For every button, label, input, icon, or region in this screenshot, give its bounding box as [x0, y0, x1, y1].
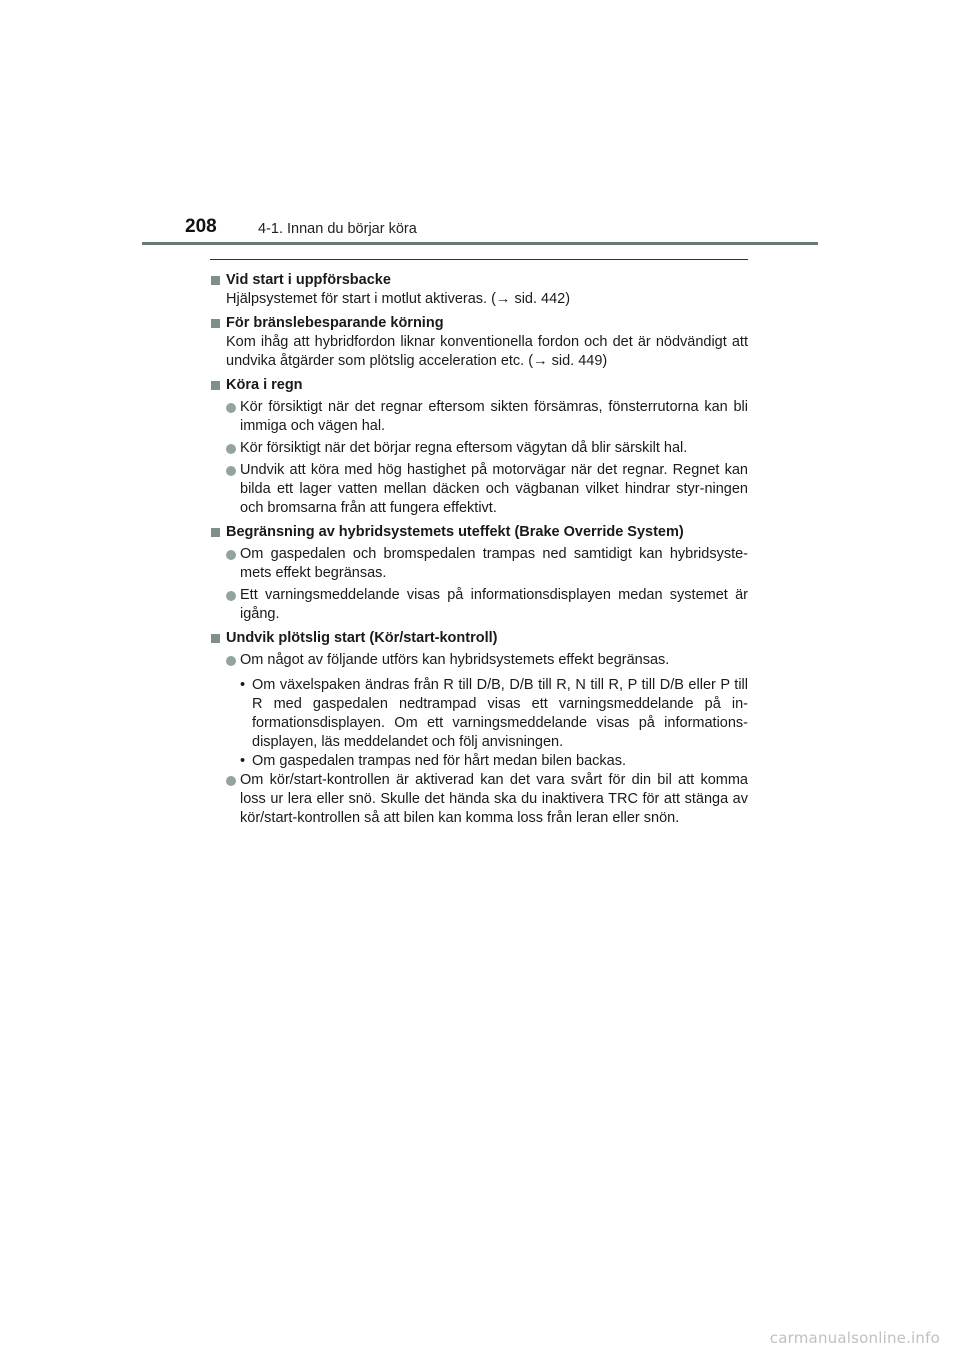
sub-list-item-text: Om gaspedalen trampas ned för hårt medan bilen backas.: [252, 753, 626, 769]
square-bullet-icon: [211, 528, 220, 537]
section-text: Hjälpsystemet för start i motlut aktiveras. (→ sid. 442): [226, 291, 571, 307]
circle-bullet-icon: [226, 444, 236, 454]
list-item: [210, 439, 748, 458]
section-heading: [210, 523, 748, 542]
list-item: [210, 771, 748, 828]
header-rule: [142, 242, 818, 245]
chapter-title: 4-1. Innan du börjar köra: [258, 221, 417, 237]
list-item: [210, 586, 748, 624]
list-item-text: Kör försiktigt när det regnar eftersom sikten försämras, fönsterrutorna kan bli immiga och vägen hal.: [240, 399, 748, 434]
square-bullet-icon: [211, 276, 220, 285]
square-bullet-icon: [211, 634, 220, 643]
circle-bullet-icon: [226, 403, 236, 413]
page-number: 208: [185, 216, 217, 237]
sub-list-item: [210, 752, 748, 771]
circle-bullet-icon: [226, 776, 236, 786]
section-title: För bränslebesparande körning: [226, 315, 444, 331]
list-item: [210, 461, 748, 518]
circle-bullet-icon: [226, 466, 236, 476]
sub-list-item-text: Om växelspaken ändras från R till D/B, D/B till R, N till R, P till D/B eller P till R med gaspedalen nedtrampad visas ett varningsmeddelande på in-formationsdisplayen. Om ett varningsmeddelande visas på informations-displayen, läs meddelandet och följ anvisningen.: [252, 677, 748, 750]
section-heading: [210, 376, 748, 395]
small-dot-icon: •: [240, 677, 246, 693]
section-heading: [210, 629, 748, 648]
list-item-text: Kör försiktigt när det börjar regna eftersom vägytan då blir särskilt hal.: [240, 440, 688, 456]
list-item: [210, 545, 748, 583]
circle-bullet-icon: [226, 550, 236, 560]
section-fuel-saving: [210, 314, 748, 371]
section-rain-driving: [210, 376, 748, 518]
list-item-text: Undvik att köra med hög hastighet på motorvägar när det regnar. Regnet kan bilda ett lager vatten mellan däcken och vägbanan vilket hindrar styr-ningen och bromsarna från att fungera effektivt.: [240, 462, 748, 516]
circle-bullet-icon: [226, 591, 236, 601]
section-title: Köra i regn: [226, 377, 303, 393]
square-bullet-icon: [211, 381, 220, 390]
section-title: Vid start i uppförsbacke: [226, 272, 391, 288]
content-area: [210, 266, 748, 828]
list-item-text: Om något av följande utförs kan hybridsystemets effekt begränsas.: [240, 652, 670, 668]
section-drive-start-control: [210, 629, 748, 828]
section-heading: [210, 271, 748, 290]
section-brake-override: [210, 523, 748, 624]
small-dot-icon: •: [240, 753, 246, 769]
list-item-text: Om kör/start-kontrollen är aktiverad kan det vara svårt för din bil att komma loss ur lera eller snö. Skulle det hända ska du inaktivera TRC för att stänga av kör/start-kontrollen så att bilen kan komma loss från leran eller snön.: [240, 772, 748, 826]
watermark-link[interactable]: carmanualsonline.info: [769, 1329, 940, 1347]
list-item-text: Om gaspedalen och bromspedalen trampas ned samtidigt kan hybridsyste-mets effekt begränsas.: [240, 546, 748, 581]
circle-bullet-icon: [226, 656, 236, 666]
section-text: Kom ihåg att hybridfordon liknar konventionella fordon och det är nödvändigt att undvika åtgärder som plötslig acceleration etc. (→ sid. 449): [226, 334, 748, 369]
sub-list-item: [210, 676, 748, 752]
content-rule: [210, 259, 748, 260]
list-item: [210, 651, 748, 670]
square-bullet-icon: [211, 319, 220, 328]
section-heading: [210, 314, 748, 333]
section-title: Begränsning av hybridsystemets uteffekt (Brake Override System): [226, 524, 684, 540]
list-item-text: Ett varningsmeddelande visas på informationsdisplayen medan systemet är igång.: [240, 587, 748, 622]
section-hill-start: [210, 271, 748, 309]
section-title: Undvik plötslig start (Kör/start-kontroll): [226, 630, 498, 646]
list-item: [210, 398, 748, 436]
